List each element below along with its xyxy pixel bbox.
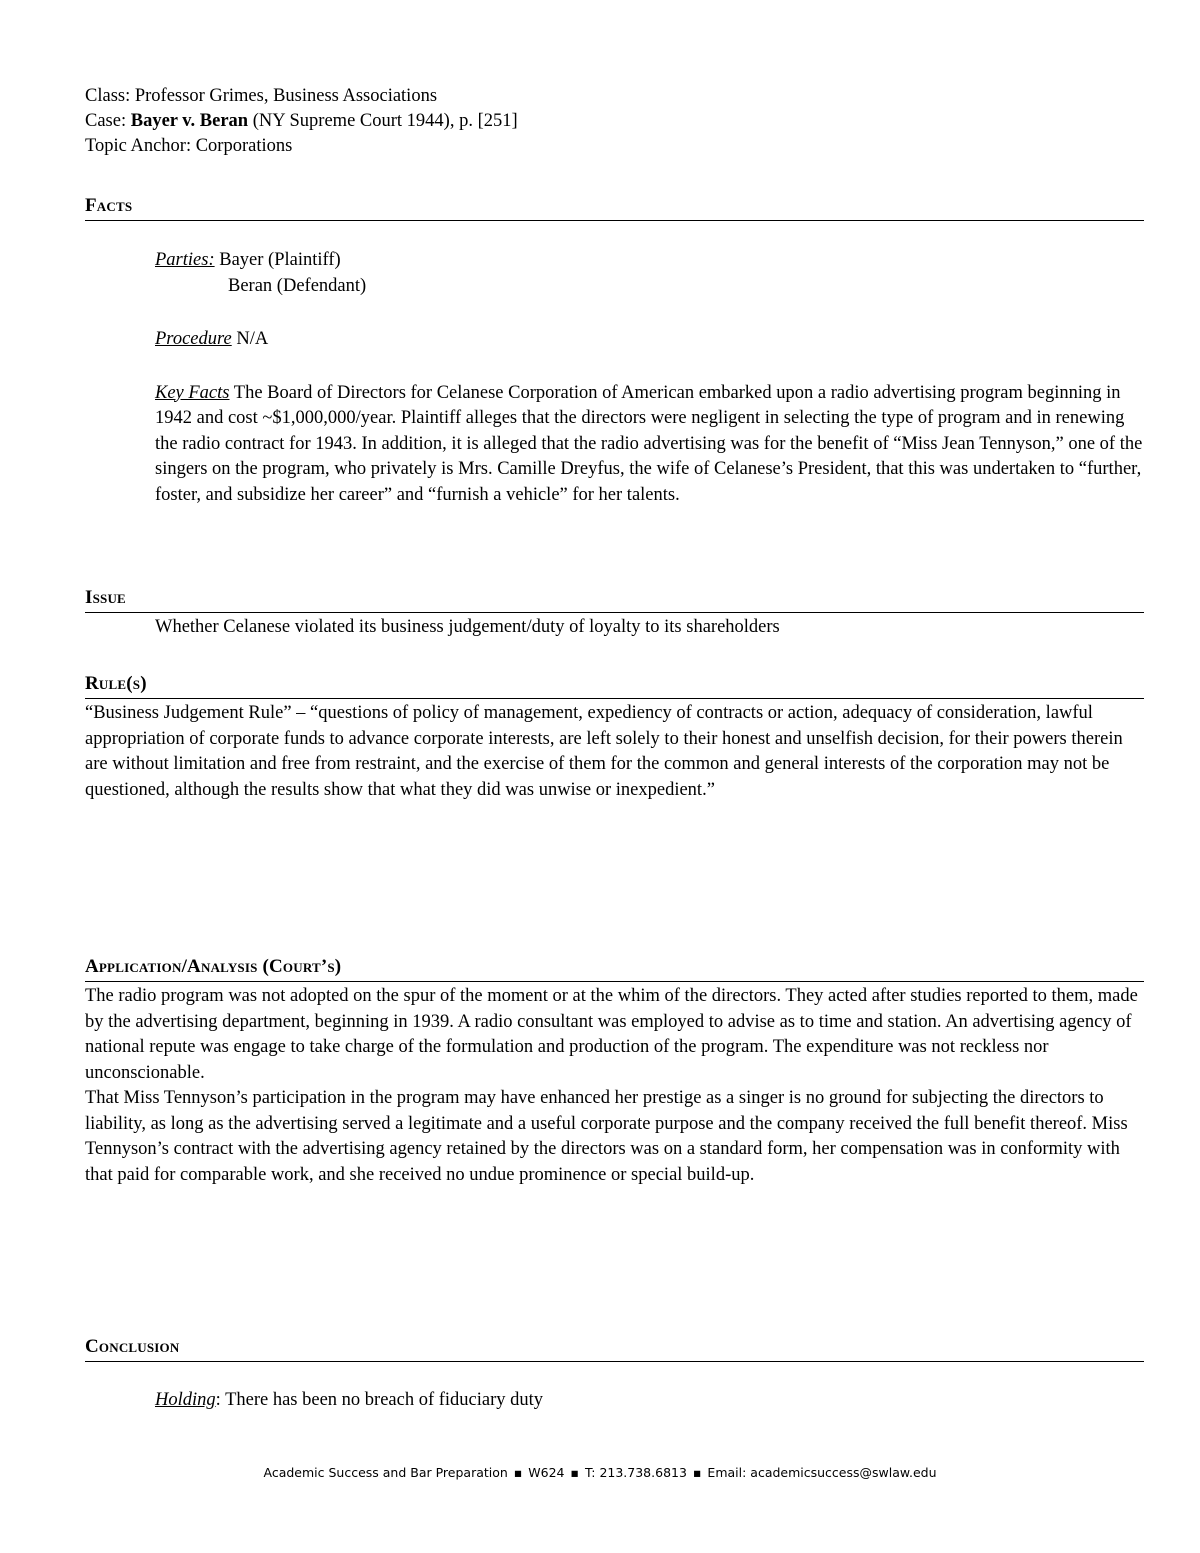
rules-heading: Rule(s) bbox=[85, 672, 1144, 699]
key-facts-text: The Board of Directors for Celanese Corporation of American embarked upon a radio advertising program beginning in 1942 and cost ~$1,000,000/year. Plaintiff alleges that the directors were negligent in selecting the type of program and in renewing the radio contract for 1943. In addition, it is alleged that the radio advertising was for the benefit of “Miss Jean Tennyson,” one of the singers on the program, who privately is Mrs. Camille Dreyfus, the wife of Celanese’s President, that this was undertaken to “further, foster, and subsidize her career” and “furnish a vehicle” for her talents. bbox=[155, 382, 1143, 505]
conclusion-heading: Conclusion bbox=[85, 1335, 1144, 1362]
footer-email: Email: academicsuccess@swlaw.edu bbox=[707, 1465, 937, 1480]
case-name: Bayer v. Beran bbox=[130, 111, 249, 131]
topic-label: Topic Anchor: bbox=[85, 136, 192, 156]
application-paragraph-2: That Miss Tennyson’s participation in the program may have enhanced her prestige as a singer is no ground for subjecting the directors to liability, as long as the advertising served a legitimate and a useful corporate purpose and the company received the full benefit thereof. Miss Tennyson’s contract with the advertising agency retained by the directors was on a standard form, her compensation was in conformity with that paid for comparable work, and she received no undue prominence or special build-up. bbox=[85, 1088, 1128, 1185]
application-heading: Application/Analysis (Court’s) bbox=[85, 955, 1144, 982]
footer-room: W624 bbox=[528, 1465, 565, 1480]
footer-separator-icon: ▪ bbox=[513, 1465, 523, 1480]
topic-value: Corporations bbox=[195, 136, 293, 156]
procedure-label: Procedure bbox=[155, 329, 232, 349]
party-plaintiff: Bayer (Plaintiff) bbox=[219, 250, 341, 270]
document-header bbox=[85, 84, 1144, 159]
key-facts-label: Key Facts bbox=[155, 382, 230, 403]
class-line bbox=[85, 84, 1144, 109]
holding-line bbox=[155, 1388, 1144, 1414]
case-citation: (NY Supreme Court 1944), p. [251] bbox=[252, 111, 518, 131]
party-defendant: Beran (Defendant) bbox=[228, 275, 367, 296]
key-facts-paragraph bbox=[155, 381, 1144, 509]
conclusion-section bbox=[85, 1335, 1144, 1414]
facts-heading: Facts bbox=[85, 194, 1144, 221]
parties-label: Parties: bbox=[155, 250, 215, 270]
class-value: Professor Grimes, Business Associations bbox=[134, 86, 438, 106]
procedure-line bbox=[155, 327, 1144, 353]
footer-office: Academic Success and Bar Preparation bbox=[263, 1465, 508, 1480]
holding-text: : There has been no breach of fiduciary duty bbox=[215, 1390, 544, 1410]
footer-separator-icon: ▪ bbox=[692, 1465, 702, 1480]
application-section bbox=[85, 955, 1144, 1188]
issue-section bbox=[85, 586, 1144, 641]
facts-section bbox=[85, 194, 1144, 508]
issue-heading: Issue bbox=[85, 586, 1144, 613]
footer-separator-icon: ▪ bbox=[570, 1465, 579, 1480]
parties-line bbox=[155, 248, 1144, 274]
topic-line bbox=[85, 134, 1144, 159]
page-footer bbox=[0, 1465, 1200, 1481]
rules-section bbox=[85, 672, 1144, 803]
rules-text: “Business Judgement Rule” – “questions of policy of management, expediency of contracts or action, adequacy of consideration, lawful appropriation of corporate funds to advance corporate interests, are left solely to their honest and unselfish decision, for their powers therein are without limitation and free from restraint, and the exercise of them for the common and general interests of the corporation may not be questioned, although the results show that what they did was unwise or inexpedient.” bbox=[85, 703, 1123, 800]
application-paragraph-1: The radio program was not adopted on the spur of the moment or at the whim of the directors. They acted after studies reported to them, made by the advertising department, beginning in 1939. A radio consultant was employed to advise as to time and station. An advertising agency of national repute was engage to take charge of the formulation and production of the program. The expenditure was not reckless nor unconscionable. bbox=[85, 986, 1138, 1083]
procedure-value: N/A bbox=[236, 329, 269, 349]
class-label: Class: bbox=[85, 86, 131, 106]
case-label: Case: bbox=[85, 111, 127, 131]
parties-block bbox=[155, 248, 1144, 299]
holding-label: Holding bbox=[155, 1390, 216, 1410]
case-line bbox=[85, 109, 1144, 134]
issue-text: Whether Celanese violated its business judgement/duty of loyalty to its shareholders bbox=[155, 617, 780, 637]
footer-phone: T: 213.738.6813 bbox=[585, 1465, 687, 1480]
